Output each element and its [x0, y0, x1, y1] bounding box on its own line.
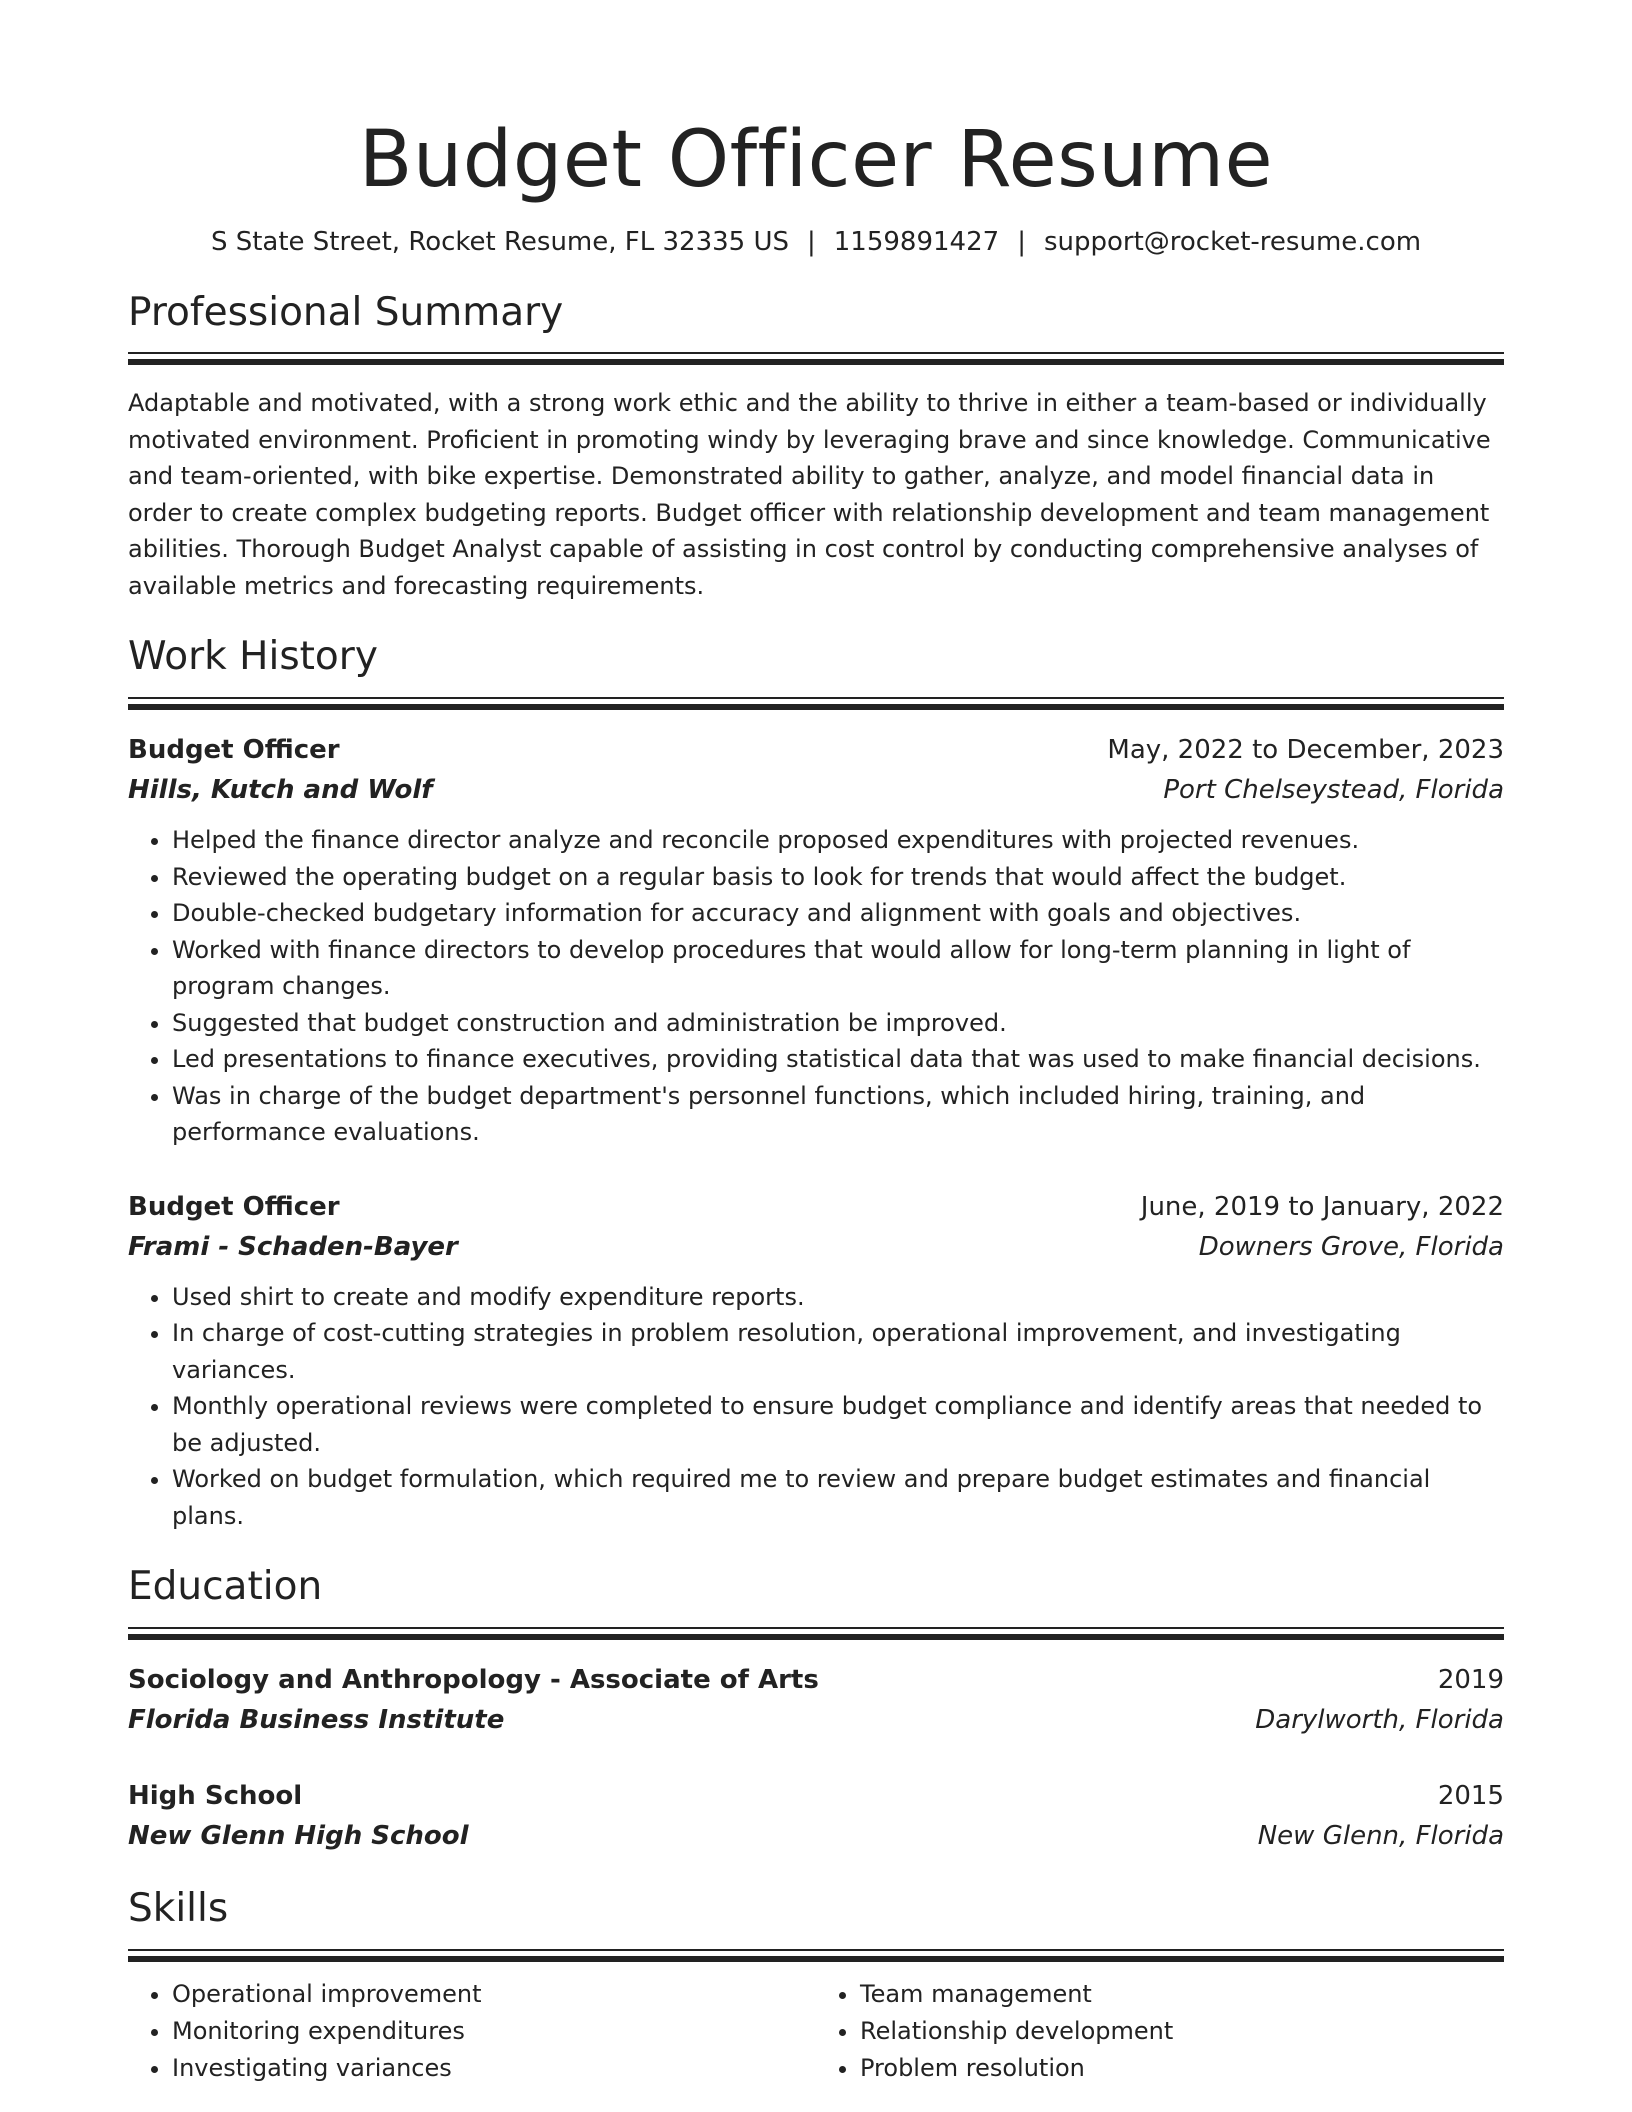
skills-grid [128, 1976, 1504, 2087]
job-bullet: • Reviewed the operating budget on a regular basis to look for trends that would affect the budget. [172, 859, 1504, 896]
section-title: Professional Summary [128, 289, 564, 335]
job-bullet: • Worked with finance directors to develop procedures that would allow for long-term planning in light of program changes. [172, 932, 1504, 1005]
job-location: Port Chelseystead, Florida [1163, 775, 1504, 806]
job-company: Frami - Schaden-Bayer [128, 1231, 458, 1262]
job-header [128, 730, 1504, 770]
skills-column-right [816, 1976, 1504, 2087]
contact-separator: | [1017, 226, 1026, 257]
contact-email: support@rocket-resume.com [1043, 226, 1422, 257]
job-subheader [128, 770, 1504, 810]
education-subheader [128, 1816, 1504, 1856]
skills-section [128, 1886, 1504, 2087]
section-rule-thick [128, 1956, 1504, 1962]
job-subheader [128, 1227, 1504, 1267]
job-bullets [128, 822, 1504, 1151]
contact-line [128, 226, 1504, 260]
education-header [128, 1776, 1504, 1816]
education-year: 2019 [1437, 1664, 1504, 1695]
job-dates: May, 2022 to December, 2023 [1107, 735, 1504, 766]
education-year: 2015 [1437, 1780, 1504, 1811]
job-bullet: • Used shirt to create and modify expenditure reports. [172, 1279, 1504, 1316]
skill-item: • Monitoring expenditures [172, 2013, 816, 2050]
skill-item: • Relationship development [860, 2013, 1504, 2050]
education-entry [128, 1776, 1504, 1856]
education-entry [128, 1660, 1504, 1740]
job-entry [128, 730, 1504, 1151]
education-degree: Sociology and Anthropology - Associate of Arts [128, 1664, 819, 1695]
education-location: New Glenn, Florida [1257, 1820, 1504, 1851]
job-bullet: • Double-checked budgetary information for accuracy and alignment with goals and objectives. [172, 895, 1504, 932]
job-dates: June, 2019 to January, 2022 [1140, 1191, 1504, 1222]
job-bullet: • Monthly operational reviews were completed to ensure budget compliance and identify areas that needed to be adjusted. [172, 1388, 1504, 1461]
section-rule-thick [128, 359, 1504, 365]
job-role: Budget Officer [128, 735, 340, 766]
section-rule-thin [128, 352, 1504, 354]
section-rule-thin [128, 697, 1504, 699]
section-rule-thin [128, 1949, 1504, 1951]
education-location: Darylworth, Florida [1255, 1704, 1504, 1735]
education-school: Florida Business Institute [128, 1704, 505, 1735]
section-rule-thick [128, 704, 1504, 710]
contact-phone: 1159891427 [833, 226, 1000, 257]
job-location: Downers Grove, Florida [1198, 1231, 1504, 1262]
skill-item: • Team management [860, 1976, 1504, 2013]
education-degree: High School [128, 1780, 303, 1811]
job-bullet: • Worked on budget formulation, which required me to review and prepare budget estimates and financial plans. [172, 1461, 1504, 1534]
section-title: Work History [128, 634, 378, 680]
skill-item: • Operational improvement [172, 1976, 816, 2013]
job-bullets [128, 1279, 1504, 1535]
summary-text: Adaptable and motivated, with a strong work ethic and the ability to thrive in either a team-based or individually motivated environment. Proficient in promoting windy by leveraging brave and since knowledge. Communicative and team-oriented, with bike expertise. Demonstrated ability to gather, analyze, and model financial data in order to create complex budgeting reports. Budget officer with relationship development and team management abilities. Thorough Budget Analyst capable of assisting in cost control by conducting comprehensive analyses of available metrics and forecasting requirements. [128, 389, 1491, 600]
work-history-section [128, 634, 1504, 1534]
section-rule-thin [128, 1627, 1504, 1629]
skill-item: • Problem resolution [860, 2050, 1504, 2087]
contact-address: S State Street, Rocket Resume, FL 32335 US [210, 226, 789, 257]
job-company: Hills, Kutch and Wolf [128, 775, 433, 806]
job-bullet: • Was in charge of the budget department's personnel functions, which included hiring, training, and performance evaluations. [172, 1078, 1504, 1151]
skills-column-left [128, 1976, 816, 2087]
education-header [128, 1660, 1504, 1700]
job-bullet: • Suggested that budget construction and administration be improved. [172, 1005, 1504, 1042]
education-school: New Glenn High School [128, 1820, 469, 1851]
job-entry [128, 1187, 1504, 1535]
education-section [128, 1564, 1504, 1856]
job-header [128, 1187, 1504, 1227]
job-bullet: • Led presentations to finance executives, providing statistical data that was used to make financial decisions. [172, 1041, 1504, 1078]
section-title: Education [128, 1564, 323, 1610]
job-bullet: • Helped the finance director analyze and reconcile proposed expenditures with projected revenues. [172, 822, 1504, 859]
job-bullet: • In charge of cost-cutting strategies in problem resolution, operational improvement, and investigating variances. [172, 1315, 1504, 1388]
section-title: Skills [128, 1885, 229, 1931]
summary-section [128, 290, 1504, 605]
education-subheader [128, 1700, 1504, 1740]
skill-item: • Investigating variances [172, 2050, 816, 2087]
contact-separator: | [807, 226, 816, 257]
resume-title: Budget Officer Resume [358, 115, 1274, 205]
section-rule-thick [128, 1634, 1504, 1640]
job-role: Budget Officer [128, 1191, 340, 1222]
